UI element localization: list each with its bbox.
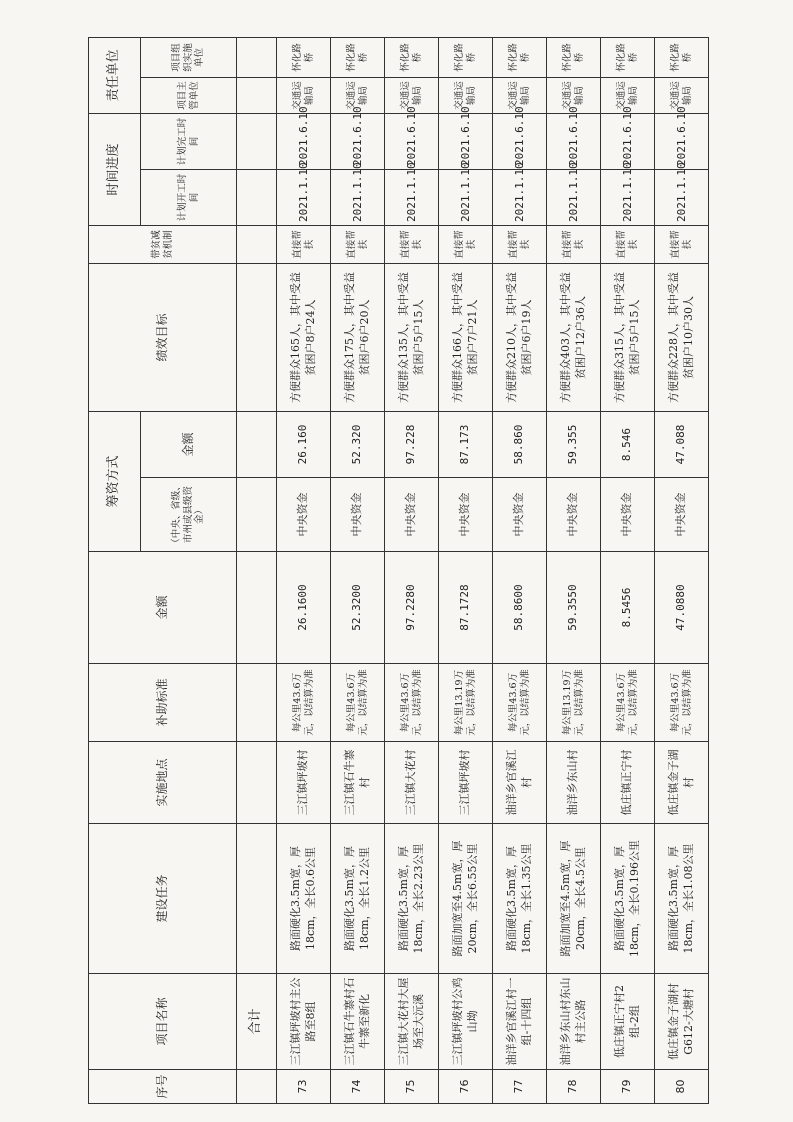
- header-name: 项目名称: [89, 974, 237, 1070]
- cell-amount: 47.0880: [655, 552, 709, 664]
- cell-resp-impl: 怀化路桥: [655, 37, 709, 77]
- cell-fund-source: 中央资金: [331, 478, 385, 552]
- cell-mechanism: 直接帮扶: [277, 225, 331, 263]
- cell-end: 2021.6.10: [655, 113, 709, 169]
- cell-resp-main: 交通运输局: [439, 77, 493, 113]
- cell-target: 方便群众166人，其中受益贫困户7户21人: [439, 263, 493, 411]
- cell-name: 三江镇大花村大屋场至大沅溪: [385, 974, 439, 1070]
- cell-fund-source: 中央资金: [277, 478, 331, 552]
- cell-start: 2021.1.10: [277, 169, 331, 225]
- cell-resp-impl: 怀化路桥: [331, 37, 385, 77]
- rotated-table-page: [88, 42, 708, 1104]
- cell-fund-source: 中央资金: [655, 478, 709, 552]
- cell-resp-impl: 怀化路桥: [547, 37, 601, 77]
- cell-amount: 58.8600: [493, 552, 547, 664]
- table-row: [331, 37, 385, 1103]
- cell-end: 2021.6.10: [385, 113, 439, 169]
- project-table: [88, 37, 709, 1104]
- cell-mechanism: 直接帮扶: [439, 225, 493, 263]
- cell-amount: 59.3550: [547, 552, 601, 664]
- cell-location: 油洋乡官溪江村: [493, 742, 547, 824]
- cell-end: 2021.6.10: [277, 113, 331, 169]
- cell-target: 方便群众210人，其中受益贫困户6户19人: [493, 263, 547, 411]
- cell-subsidy: 每公里43.6万元，以结算为准: [331, 664, 385, 742]
- cell-resp-main: 交通运输局: [547, 77, 601, 113]
- header-row-1: [89, 37, 141, 1103]
- table-row: [439, 37, 493, 1103]
- cell-location: 三江镇坪坡村: [439, 742, 493, 824]
- cell-fund-amount: 8.546: [601, 411, 655, 477]
- cell-seq: 75: [385, 1070, 439, 1104]
- cell-location: 低庄镇金子湖村: [655, 742, 709, 824]
- cell-task: 路面硬化3.5m宽，厚18cm，全长0.6公里: [277, 824, 331, 974]
- cell-seq: 80: [655, 1070, 709, 1104]
- cell-subsidy: 每公里43.6万元，以结算为准: [655, 664, 709, 742]
- total-row: [237, 37, 277, 1103]
- table-row: [277, 37, 331, 1103]
- cell-task: 路面加宽至4.5m宽，厚20cm，全长6.55公里: [439, 824, 493, 974]
- header-amount: 金额: [89, 552, 237, 664]
- cell-target: 方便群众228人，其中受益贫困户10户30人: [655, 263, 709, 411]
- header-schedule: 时间进度: [89, 113, 141, 225]
- cell-seq: 76: [439, 1070, 493, 1104]
- header-start: 计划开工时间: [141, 169, 237, 225]
- cell-subsidy: 每公里43.6万元，以结算为准: [277, 664, 331, 742]
- cell-fund-amount: 59.355: [547, 411, 601, 477]
- header-target: 绩效目标: [89, 263, 237, 411]
- cell-seq: 74: [331, 1070, 385, 1104]
- cell-target: 方便群众135人，其中受益贫困户5户15人: [385, 263, 439, 411]
- header-location: 实施地点: [89, 742, 237, 824]
- table-row: [655, 37, 709, 1103]
- cell-task: 路面硬化3.5m宽，厚18cm，全长2.23公里: [385, 824, 439, 974]
- cell-location: 低庄镇正宁村: [601, 742, 655, 824]
- header-fund-amount: 金额: [141, 411, 237, 477]
- cell-mechanism: 直接帮扶: [655, 225, 709, 263]
- cell-fund-amount: 26.160: [277, 411, 331, 477]
- cell-fund-amount: 58.860: [493, 411, 547, 477]
- cell-fund-source: 中央资金: [493, 478, 547, 552]
- cell-fund-amount: 87.173: [439, 411, 493, 477]
- table-row: [547, 37, 601, 1103]
- cell-fund-amount: 47.088: [655, 411, 709, 477]
- cell-start: 2021.1.10: [493, 169, 547, 225]
- cell-seq: 78: [547, 1070, 601, 1104]
- cell-mechanism: 直接帮扶: [331, 225, 385, 263]
- cell-resp-impl: 怀化路桥: [493, 37, 547, 77]
- cell-resp-impl: 怀化路桥: [385, 37, 439, 77]
- cell-task: 路面硬化3.5m宽，厚18cm，全长1.35公里: [493, 824, 547, 974]
- header-funding: 筹资方式: [89, 411, 141, 551]
- table-row: [601, 37, 655, 1103]
- cell-end: 2021.6.10: [601, 113, 655, 169]
- cell-subsidy: 每公里13.19万元，以结算为准: [439, 664, 493, 742]
- cell-location: 三江镇大花村: [385, 742, 439, 824]
- header-subsidy: 补助标准: [89, 664, 237, 742]
- total-seq: [237, 1070, 277, 1104]
- header-end: 计划完工时间: [141, 113, 237, 169]
- cell-amount: 8.5456: [601, 552, 655, 664]
- table-row: [493, 37, 547, 1103]
- cell-subsidy: 每公里43.6万元，以结算为准: [601, 664, 655, 742]
- cell-start: 2021.1.10: [331, 169, 385, 225]
- cell-resp-main: 交通运输局: [385, 77, 439, 113]
- cell-task: 路面加宽至4.5m宽，厚20cm，全长4.5公里: [547, 824, 601, 974]
- header-mechanism: 带贫减贫机制: [89, 225, 237, 263]
- cell-resp-impl: 怀化路桥: [439, 37, 493, 77]
- cell-resp-main: 交通运输局: [277, 77, 331, 113]
- cell-fund-source: 中央资金: [601, 478, 655, 552]
- header-resp-main: 项目主管单位: [141, 77, 237, 113]
- cell-mechanism: 直接帮扶: [601, 225, 655, 263]
- cell-mechanism: 直接帮扶: [547, 225, 601, 263]
- cell-seq: 77: [493, 1070, 547, 1104]
- cell-fund-amount: 97.228: [385, 411, 439, 477]
- cell-seq: 73: [277, 1070, 331, 1104]
- cell-mechanism: 直接帮扶: [385, 225, 439, 263]
- cell-name: 三江镇石牛寨村石牛寨至新化: [331, 974, 385, 1070]
- cell-subsidy: 每公里13.19万元，以结算为准: [547, 664, 601, 742]
- cell-name: 三江镇坪坡村主公路至8组: [277, 974, 331, 1070]
- cell-target: 方便群众165人，其中受益贫困户8户24人: [277, 263, 331, 411]
- cell-location: 油洋乡东山村: [547, 742, 601, 824]
- cell-location: 三江镇坪坡村: [277, 742, 331, 824]
- cell-resp-impl: 怀化路桥: [277, 37, 331, 77]
- cell-name: 三江镇坪坡村公鸡山坳: [439, 974, 493, 1070]
- cell-resp-impl: 怀化路桥: [601, 37, 655, 77]
- cell-task: 路面硬化3.5m宽，厚18cm，全长1.08公里: [655, 824, 709, 974]
- cell-name: 油洋乡官溪江村一组-十四组: [493, 974, 547, 1070]
- cell-fund-source: 中央资金: [439, 478, 493, 552]
- total-label: 合计: [237, 974, 277, 1070]
- header-task: 建设任务: [89, 824, 237, 974]
- cell-start: 2021.1.10: [601, 169, 655, 225]
- cell-amount: 87.1728: [439, 552, 493, 664]
- header-resp-impl: 项目组织实施单位: [141, 37, 237, 77]
- cell-task: 路面硬化3.5m宽，厚18cm，全长0.196公里: [601, 824, 655, 974]
- cell-end: 2021.6.10: [493, 113, 547, 169]
- cell-resp-main: 交通运输局: [601, 77, 655, 113]
- cell-end: 2021.6.10: [439, 113, 493, 169]
- header-fund-source: （中央、省级、市州或县级资金）: [141, 478, 237, 552]
- cell-fund-source: 中央资金: [547, 478, 601, 552]
- cell-subsidy: 每公里43.6万元，以结算为准: [493, 664, 547, 742]
- cell-name: 低庄镇正宁村2组-2组: [601, 974, 655, 1070]
- cell-end: 2021.6.10: [331, 113, 385, 169]
- cell-target: 方便群众315人，其中受益贫困户5户15人: [601, 263, 655, 411]
- cell-name: 油洋乡东山村东山村主公路: [547, 974, 601, 1070]
- cell-target: 方便群众403人，其中受益贫困户12户36人: [547, 263, 601, 411]
- header-seq: 序号: [89, 1070, 237, 1104]
- cell-location: 三江镇石牛寨村: [331, 742, 385, 824]
- cell-start: 2021.1.10: [439, 169, 493, 225]
- cell-amount: 26.1600: [277, 552, 331, 664]
- cell-task: 路面硬化3.5m宽，厚18cm，全长1.2公里: [331, 824, 385, 974]
- cell-start: 2021.1.10: [655, 169, 709, 225]
- cell-amount: 97.2280: [385, 552, 439, 664]
- cell-seq: 79: [601, 1070, 655, 1104]
- cell-resp-main: 交通运输局: [331, 77, 385, 113]
- cell-fund-amount: 52.320: [331, 411, 385, 477]
- cell-start: 2021.1.10: [385, 169, 439, 225]
- table-row: [385, 37, 439, 1103]
- cell-fund-source: 中央资金: [385, 478, 439, 552]
- cell-mechanism: 直接帮扶: [493, 225, 547, 263]
- cell-resp-main: 交通运输局: [655, 77, 709, 113]
- cell-resp-main: 交通运输局: [493, 77, 547, 113]
- cell-end: 2021.6.10: [547, 113, 601, 169]
- header-responsible: 责任单位: [89, 37, 141, 113]
- cell-amount: 52.3200: [331, 552, 385, 664]
- cell-target: 方便群众175人，其中受益贫困户6户20人: [331, 263, 385, 411]
- cell-subsidy: 每公里43.6万元，以结算为准: [385, 664, 439, 742]
- cell-name: 低庄镇金子湖村G612-大塘村: [655, 974, 709, 1070]
- cell-start: 2021.1.10: [547, 169, 601, 225]
